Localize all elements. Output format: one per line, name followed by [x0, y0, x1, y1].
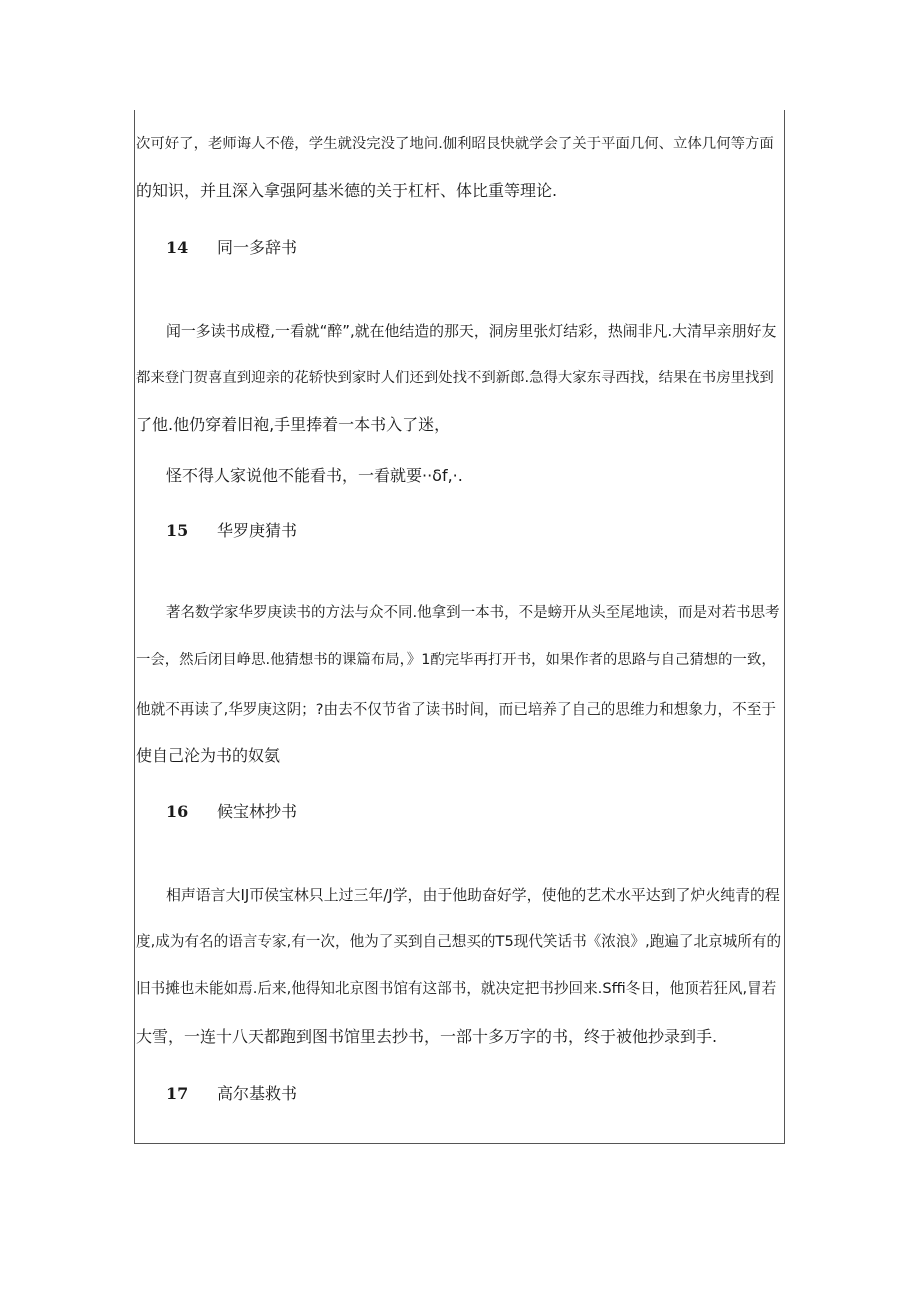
paragraph-line: 次可好了，老师诲人不倦，学生就没完没了地问.伽利昭艮快就学会了关于平面几何、立体几何等方面: [136, 136, 774, 152]
paragraph-line: 著名数学家华罗庚读书的方法与众不同.他拿到一本书，不是螃开从头至尾地读，而是对若书思考: [166, 605, 780, 621]
paragraph-line: 度,成为有名的语言专家,有一次，他为了买到自己想买的T5现代笑话书《浓浪》,跑遍了北京城所有的: [136, 933, 782, 950]
section-title: 高尔基救书: [217, 1084, 298, 1103]
section-number: 14: [166, 238, 189, 257]
paragraph-line: 闻一多读书成橙,一看就“醉”,就在他结造的那天，洞房里张灯结彩，热闹非凡.大清早亲朋好友: [166, 322, 777, 340]
paragraph-line: 的知识，并且深入拿强阿基米德的关于杠杆、体比重等理论.: [136, 181, 558, 200]
paragraph-line: 他就不再读了,华罗庚这阴；?由去不仅节省了读书时间，而已培养了自己的思维力和想象力，不至于: [136, 701, 776, 718]
paragraph-line: 了他.他仍穿着旧袍,手里捧着一本书入了迷，: [136, 415, 451, 434]
paragraph-line: 相声语言大IJ帀侯宝林只上过三年/J学，由于他助奋好学，使他的艺术水平达到了炉火纯青的程: [166, 886, 780, 904]
paragraph-line: 旧书摊也未能如焉.后来,他得知北京图书馆有这部书，就决定把书抄回来.Sffi冬日，他顶若狂风,冒若: [136, 980, 777, 997]
section-number: 16: [166, 802, 189, 821]
section-number: 15: [166, 521, 189, 540]
paragraph-line: 都来登门贺喜直到迎亲的花轿快到家时人们还到处找不到新郎.急得大家东寻西找，结果在书房里找到: [136, 370, 774, 386]
section-title: 华罗庚猜书: [217, 521, 298, 540]
section-number: 17: [166, 1084, 189, 1103]
paragraph-line: 使自己沦为书的奴氨: [136, 746, 281, 765]
section-title: 同一多辞书: [217, 238, 298, 257]
paragraph-line: 大雪，一连十八天都跑到图书馆里去抄书，一部十多万字的书，终于被他抄录到手.: [136, 1027, 718, 1046]
paragraph-line: 一会，然后闭目峥思.他猜想书的课篇布局，》1酌完毕再打开书，如果作者的思路与自己猜想的一致，: [136, 652, 776, 668]
section-title: 候宝林抄书: [217, 802, 298, 821]
paragraph-line: 怪不得人家说他不能看书，一看就要··δf,·.: [166, 466, 463, 485]
